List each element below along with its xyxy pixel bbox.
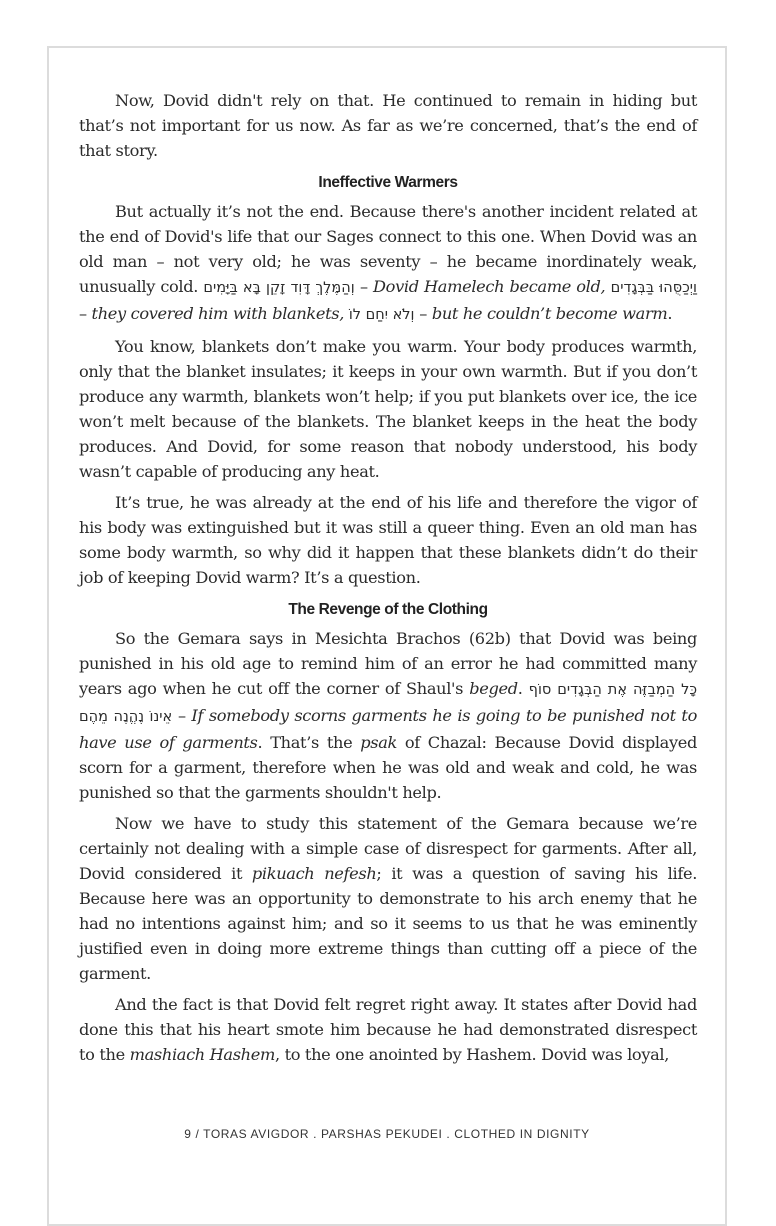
paragraph: It’s true, he was already at the end of his life and therefore the vigor of his body was extinguished but it was still a queer thing. Even an old man has some body warmth, so why did it happen that these blankets didn’t do their job of keeping Dovid warm? It’s a question. xyxy=(79,493,697,587)
hebrew-quote: וַיְכַסֻּהוּ בַּבְּגָדִים xyxy=(610,280,698,296)
paragraph xyxy=(79,199,697,328)
page-footer: 9 / TORAS AVIGDOR . PARSHAS PEKUDEI . CLOTHED IN DIGNITY xyxy=(184,1127,590,1141)
text-run: – xyxy=(354,277,374,296)
italic-term: psak xyxy=(360,733,397,752)
paragraph: You know, blankets don’t make you warm. Your body produces warmth, only that the blanket insulates; it keeps in your own warmth. But if you don’t produce any warmth, blankets won’t help; if you put blankets over ice, the ice won’t melt because of the blankets. The blanket keeps in the heat the body produces. And Dovid, for some reason that nobody understood, his body wasn’t capable of producing any heat. xyxy=(79,337,697,481)
italic-term: mashiach Hashem xyxy=(129,1045,275,1064)
hebrew-quote: וְלֹא יִחַם לוֹ xyxy=(348,307,415,323)
text-run: Now we have to study this statement of the Gemara because we’re certainly not dealing with a simple case of disrespect for garments. After all, Dovid considered it xyxy=(79,814,697,883)
text-run: . xyxy=(667,304,673,323)
paragraph xyxy=(79,811,697,986)
text-run: . xyxy=(517,679,529,698)
translation: they covered him with blankets, xyxy=(91,304,345,323)
italic-term: pikuach nefesh xyxy=(251,864,377,883)
text-run: – xyxy=(414,304,432,323)
text-run: . That’s the xyxy=(257,733,361,752)
paragraph xyxy=(79,626,697,805)
paragraph xyxy=(79,992,697,1067)
text-run: , to the one anointed by Hashem. Dovid was loyal, xyxy=(275,1045,670,1064)
italic-term: beged xyxy=(469,679,518,698)
text-run: of Chazal: Because Dovid displayed scorn for a garment, therefore when he was old and weak and cold, he was punished so that the garments shouldn't help. xyxy=(79,733,697,802)
hebrew-quote: כָּל הַמְבַזֶּה אֶת הַבְּגָדִים סוֹף אֵינוֹ נֶהֱנֶה מֵהֶם xyxy=(79,682,698,725)
page-body xyxy=(79,88,697,1073)
hebrew-quote: וְהַמֶּלֶךְ דָּוִד זָקֵן בָּא בַּיָּמִים xyxy=(203,280,355,296)
translation: but he couldn’t become warm xyxy=(431,304,668,323)
text-run: – xyxy=(79,304,92,323)
text-run: But actually it’s not the end. Because there's another incident related at the end of Dovid's life that our Sages connect to this one. When Dovid was an old man – not very old; he was seventy – he became inordinately weak, unusually cold. xyxy=(79,202,697,296)
text-run: – xyxy=(172,706,192,725)
paragraph: Now, Dovid didn't rely on that. He continued to remain in hiding but that’s not important for us now. As far as we’re concerned, that’s the end of that story. xyxy=(79,91,697,160)
section-heading: The Revenge of the Clothing xyxy=(288,601,488,618)
translation: If somebody scorns garments he is going to be punished not to have use of garments xyxy=(79,706,697,752)
text-run: So the Gemara says in Mesichta Brachos (62b) that Dovid was being punished in his old age to remind him of an error he had committed many years ago when he cut off the corner of Shaul's xyxy=(79,629,697,698)
section-heading: Ineffective Warmers xyxy=(318,174,458,191)
text-run: ; it was a question of saving his life. Because here was an opportunity to demonstrate to his arch enemy that he had no intentions against him; and so it seems to us that he was eminently justified even in doing more extreme things than cutting off a piece of the garment. xyxy=(79,864,697,983)
translation: Dovid Hamelech became old, xyxy=(373,277,606,296)
text-run: And the fact is that Dovid felt regret right away. It states after Dovid had done this that his heart smote him because he had demonstrated disrespect to the xyxy=(79,995,697,1064)
